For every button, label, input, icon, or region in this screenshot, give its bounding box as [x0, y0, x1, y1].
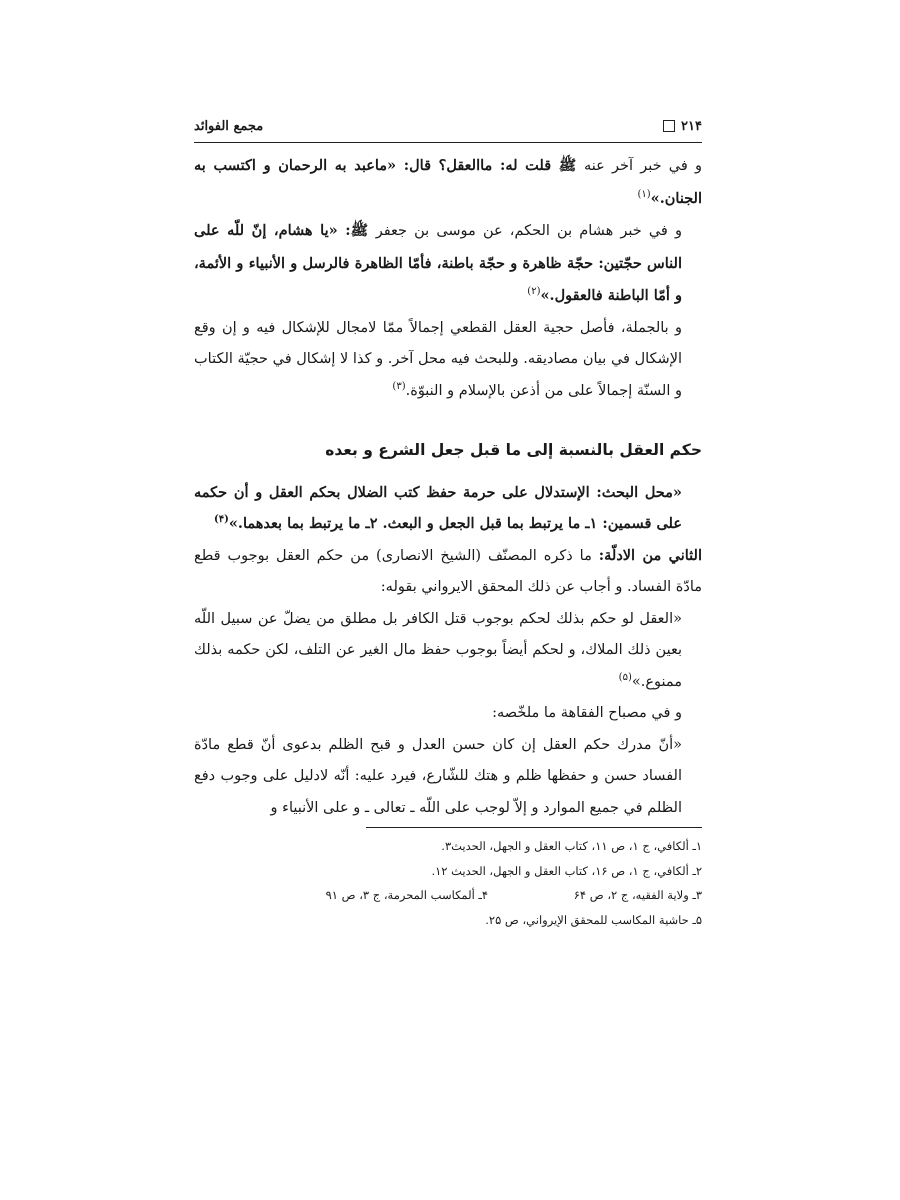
- footnote-2: ۲ـ ألكافي، ج ۱، ص ۱۶، كتاب العقل و الجهل، الحديث ۱۲.: [431, 863, 702, 878]
- paragraph-5: و في مصباح الفقاهة ما ملخّصه:: [492, 705, 682, 721]
- footnote-ref-1: (۱): [637, 188, 651, 200]
- footnote-4: ۴ـ ألمكاسب المحرمة، ج ۳، ص ۹۱: [325, 888, 488, 902]
- quote-2: «العقل لو حكم بذلك لحكم بوجوب قتل الكافر بل مطلق من يضلّ عن سبيل اللّه بعين ذلك الملاك، و لحكم أيضاً بوجوب حفظ مال الغير عن التلف، لكن حكمه بذلك ممنوع.»$^{(۵)}$: [194, 610, 682, 690]
- footnote-ref-3: (۳): [392, 380, 406, 392]
- footnote-row-3-4: [194, 883, 702, 908]
- section-heading: حكم العقل بالنسبة إلى ما قبل جعل الشرع و بعده: [325, 441, 702, 459]
- footnote-divider: [366, 827, 702, 828]
- footnote-1: ۱ـ ألكافي، ج ۱، ص ۱۱، كتاب العقل و الجهل، الحديث۳.: [441, 839, 702, 853]
- honorific-mark-icon: ﷺ: [350, 222, 376, 239]
- page-number-group: [663, 119, 702, 134]
- book-title: مجمع الفوائد: [194, 118, 264, 134]
- paragraph-4: الثاني من الادلّة: ما ذكره المصنّف (الشيخ الانصارى) من حكم العقل بوجوب قطع مادّة الفساد. و أجاب عن ذلك المحقق الايرواني بقوله:: [194, 546, 702, 595]
- quote-1: «محل البحث: الإستدلال على حرمة حفظ كتب الضلال بحكم العقل و أن حكمه على قسمين: ۱ـ ما يرتبط بما قبل الجعل و البعث. ۲ـ ما يرتبط بما بعدهما.»$^{(۴)}$: [194, 483, 682, 532]
- paragraph-1: و في خبر آخر عنه ﷺ قلت له: ماالعقل؟ قال: «ماعبد به الرحمان و اكتسب به الجنان.»$^{(۱)}$: [194, 157, 702, 207]
- running-header: [194, 113, 702, 139]
- paragraph-3: و بالجملة، فأصل حجية العقل القطعي إجمالاً ممّا لامجال للإشكال فيه و إن وقع الإشكال في بيان مصاديقه. وللبحث فيه محل آخر. و كذا لا إشكال في حجيّة الكتاب و السنّة إجمالاً على من أذعن بالإسلام و النبوّة.$^{(۳)}$: [194, 319, 682, 399]
- paragraph-2: و في خبر هشام بن الحكم، عن موسى بن جعفر ﷺ: «يا هشام، إنّ للّه على الناس حجّتين: حجّة ظاهرة و حجّة باطنة، فأمّا الظاهرة فالرسل و الأنبياء و الأئمة، و أمّا الباطنة فالعقول.»$^{(۲)}$: [194, 222, 682, 304]
- footnote-ref-5: (۵): [618, 671, 632, 683]
- footnote-3: ۳ـ ولاية الفقيه، ج ۲، ص ۶۴: [573, 888, 702, 902]
- quote-3: «أنّ مدرك حكم العقل إن كان حسن العدل و قبح الظلم بدعوى أنّ قطع مادّة الفساد حسن و حفظها ظلم و هتك للشّارع، فيرد عليه: أنّه لادليل على وجوب دفع الظلم في جميع الموارد و إلاّ لوجب على اللّه ـ تعالى ـ و على الأنبياء و: [194, 736, 682, 816]
- footnote-ref-2: (۲): [527, 286, 541, 298]
- footnote-5: ۵ـ حاشية المكاسب للمحقق الإيرواني، ص ۲۵.: [485, 912, 702, 927]
- footnotes: [194, 834, 702, 932]
- square-ornament-icon: [663, 120, 675, 132]
- page-number: ۲۱۴: [681, 118, 702, 134]
- footnote-ref-4: (۴): [213, 514, 229, 526]
- main-text: [194, 150, 702, 824]
- honorific-mark-icon: ﷺ: [551, 157, 584, 174]
- argument-label: الثاني من الادلّة:: [598, 546, 702, 564]
- header-divider: [194, 142, 702, 143]
